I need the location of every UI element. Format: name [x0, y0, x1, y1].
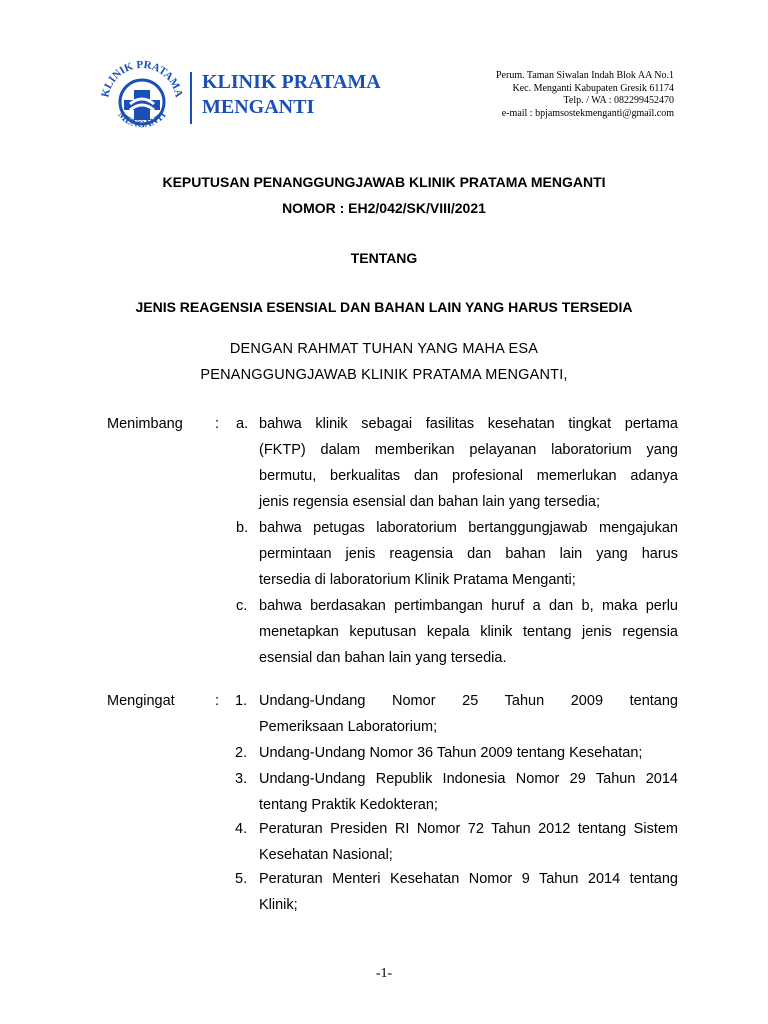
preamble-line-2: PENANGGUNGJAWAB KLINIK PRATAMA MENGANTI, — [200, 367, 568, 383]
mengingat-item-4 — [259, 816, 678, 868]
clinic-name-line-2: MENGANTI — [202, 96, 315, 118]
clinic-name-line-1: KLINIK PRATAMA — [202, 71, 381, 93]
list-item-line: Klinik; — [259, 897, 298, 913]
decree-title: KEPUTUSAN PENANGGUNGJAWAB KLINIK PRATAMA MENGANTI — [162, 174, 606, 190]
list-item-line: esensial dan bahan lain yang tersedia. — [259, 650, 507, 666]
list-item-line: bahwa berdasakan pertimbangan huruf a dan b, maka perlu — [259, 598, 678, 614]
address-line: Kec. Menganti Kabupaten Gresik 61174 — [512, 82, 674, 94]
mengingat-label: Mengingat — [107, 693, 175, 709]
list-item-line: bermutu, berkualitas dan profesional memerlukan adanya — [259, 468, 678, 484]
list-item-line: (FKTP) dalam memberikan pelayanan laboratorium yang — [259, 442, 678, 458]
list-item-line: Pemeriksaan Laboratorium; — [259, 719, 438, 735]
mengingat-item-5 — [259, 866, 678, 918]
mengingat-item-2 — [259, 740, 678, 766]
list-item-line: Peraturan Presiden RI Nomor 72 Tahun 2012 tentang Sistem — [259, 821, 678, 837]
address-line: Perum. Taman Siwalan Indah Blok AA No.1 — [496, 70, 674, 81]
list-item-line: Undang-Undang Nomor 36 Tahun 2009 tentang Kesehatan; — [259, 745, 643, 761]
clinic-address — [496, 70, 674, 120]
page-number: -1- — [375, 966, 393, 981]
mengingat-marker-3: 3. — [235, 771, 248, 787]
clinic-name — [202, 70, 381, 120]
decree-number: NOMOR : EH2/042/SK/VIII/2021 — [282, 200, 486, 216]
preamble-line-1: DENGAN RAHMAT TUHAN YANG MAHA ESA — [229, 341, 539, 357]
list-item-line: Undang-Undang Republik Indonesia Nomor 29 Tahun 2014 — [259, 771, 678, 787]
list-item-line: permintaan jenis reagensia dan bahan lain yang harus — [259, 546, 678, 562]
list-item-line: bahwa petugas laboratorium bertanggungjawab mengajukan — [259, 520, 678, 536]
list-item-line: tersedia di laboratorium Klinik Pratama Menganti; — [259, 572, 576, 588]
list-item-line: Peraturan Menteri Kesehatan Nomor 9 Tahun 2014 tentang — [259, 871, 678, 887]
menimbang-item-b — [259, 515, 678, 593]
list-item-line: Kesehatan Nasional; — [259, 847, 393, 863]
list-item-line: jenis regensia esensial dan bahan lain yang tersedia; — [259, 494, 600, 510]
mengingat-marker-4: 4. — [235, 821, 248, 837]
decree-about: TENTANG — [350, 250, 418, 266]
menimbang-item-a — [259, 411, 678, 515]
menimbang-item-c — [259, 593, 678, 671]
menimbang-marker-a: a. — [236, 416, 249, 432]
mengingat-marker-1: 1. — [235, 693, 248, 709]
menimbang-marker-b: b. — [236, 520, 249, 536]
menimbang-label: Menimbang — [107, 416, 183, 432]
mengingat-item-1 — [259, 688, 678, 740]
menimbang-colon: : — [215, 416, 220, 432]
mengingat-marker-2: 2. — [235, 745, 248, 761]
logo-ring-top-text: KLINIK PRATAMA — [99, 58, 185, 99]
list-item-line: tentang Praktik Kedokteran; — [259, 797, 438, 813]
address-phone: Telp. / WA : 082299452470 — [563, 95, 674, 106]
clinic-logo — [94, 52, 190, 148]
header-divider — [190, 72, 192, 124]
mengingat-item-3 — [259, 766, 678, 818]
logo-ring-bottom-text: MENGANTI — [115, 109, 169, 131]
list-item-line: menetapkan keputusan kepala klinik tentang jenis regensia — [259, 624, 678, 640]
list-item-line: bahwa klinik sebagai fasilitas kesehatan tingkat pertama — [259, 416, 678, 432]
decree-subject: JENIS REAGENSIA ESENSIAL DAN BAHAN LAIN YANG HARUS TERSEDIA — [135, 299, 633, 315]
list-item-line: Undang-Undang Nomor 25 Tahun 2009 tentang — [259, 693, 678, 709]
menimbang-marker-c: c. — [236, 598, 248, 614]
mengingat-colon: : — [215, 693, 220, 709]
address-email: e-mail : bpjamsostekmenganti@gmail.com — [501, 107, 674, 119]
mengingat-marker-5: 5. — [235, 871, 248, 887]
